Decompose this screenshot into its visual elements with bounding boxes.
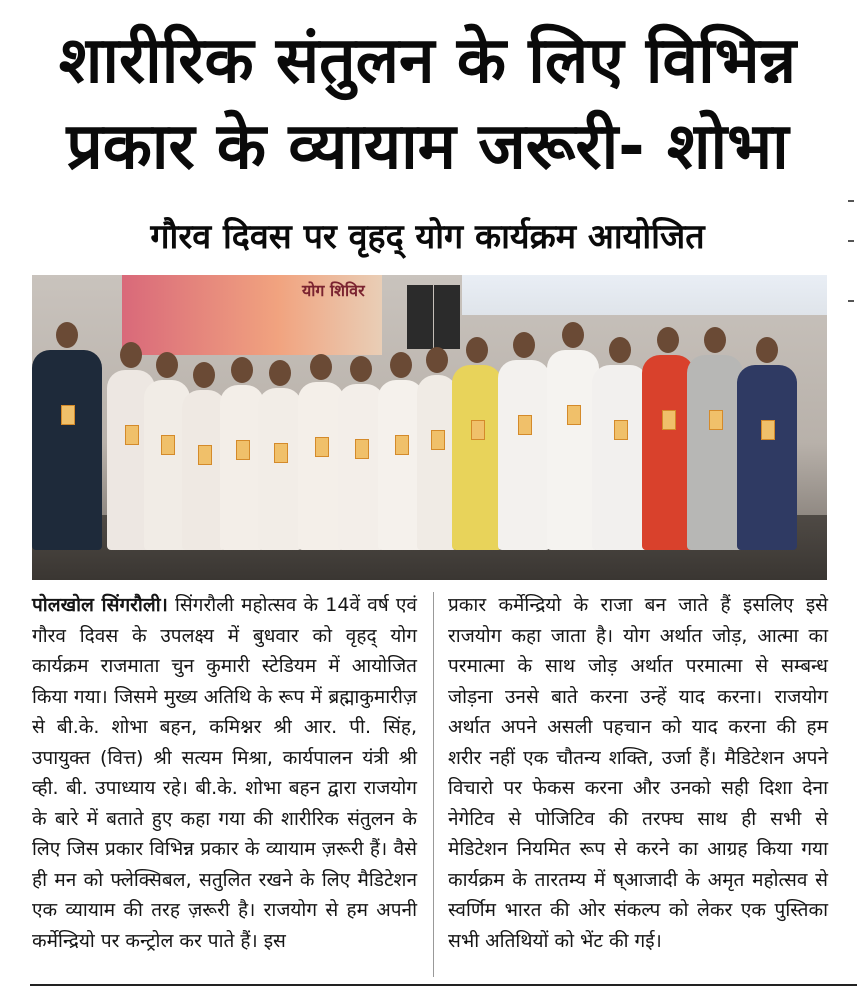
speaker-stack: [407, 285, 433, 349]
booklet: [567, 405, 581, 425]
booklet: [315, 437, 329, 457]
booklet: [125, 425, 139, 445]
booklet: [395, 435, 409, 455]
body-text-right: प्रकार कर्मेन्द्रियो के राजा बन जाते हैं इसलिए इसे राजयोग कहा जाता है। योग अर्थात जोड़, आत्मा का परमात्मा के साथ जोड़ अर्थात परमात्मा से सम्बन्ध जोड़ना उनसे बाते करना उन्हें याद करना। राजयोग अर्थात अपने असली पहचान को याद करना की हम शरीर नहीं एक चौतन्य शक्ति, उर्जा हैं। मैडिटेशन अपने विचारो पर फेकस करना और उनको सही दिशा देना नेगेटिव से पोजिटिव की तरफ्घ साथ ही सभी से मेडिटेशन नियमित रूप से करने का आग्रह किया गया कार्यक्रम के तारतम्य में ष्आजादी के अमृत महोत्सव से स्वर्णिम भारत की ओर संकल्प को लेकर एक पुस्तिका सभी अतिथियों को भेंट की गई।: [448, 594, 828, 952]
sky-background: [462, 275, 827, 315]
article-column-right: [448, 590, 828, 956]
person-head: [269, 360, 291, 386]
dateline: पोलखोल सिंगरौली।: [32, 594, 168, 616]
booklet: [161, 435, 175, 455]
booklet: [355, 439, 369, 459]
person-head: [120, 342, 142, 368]
edge-mark: [848, 200, 854, 202]
booklet: [471, 420, 485, 440]
person-head: [231, 357, 253, 383]
person-head: [562, 322, 584, 348]
booklet: [614, 420, 628, 440]
person-head: [156, 352, 178, 378]
person-head: [310, 354, 332, 380]
headline: शारीरिक संतुलन के लिए विभिन्न प्रकार के व्यायाम जरूरी- शोभा: [58, 24, 797, 184]
person-figure: [737, 365, 797, 550]
person-head: [609, 337, 631, 363]
booklet: [61, 405, 75, 425]
person-figure: [687, 355, 743, 550]
person-head: [756, 337, 778, 363]
booklet: [198, 445, 212, 465]
edge-mark: [848, 300, 854, 302]
person-head: [193, 362, 215, 388]
booklet: [274, 443, 288, 463]
person-head: [466, 337, 488, 363]
person-head: [56, 322, 78, 348]
body-text-left: सिंगरौली महोत्सव के 14वें वर्ष एवं गौरव दिवस के उपलक्ष्य में बुधवार को वृहद् योग कार्यक्रम राजमाता चुन कुमारी स्टेडियम में आयोजित किया गया। जिसमे मुख्य अतिथि के रूप में ब्रह्माकुमारीज़ से बी.के. शोभा बहन, कमिश्नर श्री आर. पी. सिंह, उपायुक्त (वित्त) श्री सत्यम मिश्रा, कार्यपालन यंत्री श्री व्ही. बी. उपाध्याय रहे। बी.के. शोभा बहन द्वारा राजयोग के बारे में बताते हुए कहा गया की शारीरिक संतुलन के लिए जिस प्रकार विभिन्न प्रकार के व्यायाम ज़रूरी हैं। वैसे ही मन को फ्लेक्सिबल, सतुलित रखने के लिए मैडिटेशन एक व्यायाम की तरह ज़रूरी है। राजयोग से हम अपनी कर्मेन्द्रियो पर कन्ट्रोल कर पाते हैं। इस: [32, 594, 417, 952]
booklet: [236, 440, 250, 460]
subheadline: गौरव दिवस पर वृहद् योग कार्यक्रम आयोजित: [150, 217, 705, 257]
booklet: [431, 430, 445, 450]
person-figure: [452, 365, 502, 550]
person-head: [657, 327, 679, 353]
bottom-rule: [30, 984, 857, 986]
person-head: [704, 327, 726, 353]
booklet: [709, 410, 723, 430]
person-figure: [498, 360, 550, 550]
person-figure: [417, 375, 457, 550]
person-head: [426, 347, 448, 373]
person-head: [513, 332, 535, 358]
booklet: [761, 420, 775, 440]
booklet: [518, 415, 532, 435]
banner-text: योग शिविर: [302, 281, 365, 300]
person-head: [390, 352, 412, 378]
article-column-left: [32, 590, 417, 956]
edge-mark: [848, 240, 854, 242]
column-divider: [433, 592, 434, 977]
stage-banner: [122, 275, 382, 355]
speaker-stack: [434, 285, 460, 349]
person-head: [350, 356, 372, 382]
person-figure: [258, 388, 302, 550]
person-figure: [592, 365, 648, 550]
booklet: [662, 410, 676, 430]
group-photo: [32, 275, 827, 580]
person-figure: [32, 350, 102, 550]
